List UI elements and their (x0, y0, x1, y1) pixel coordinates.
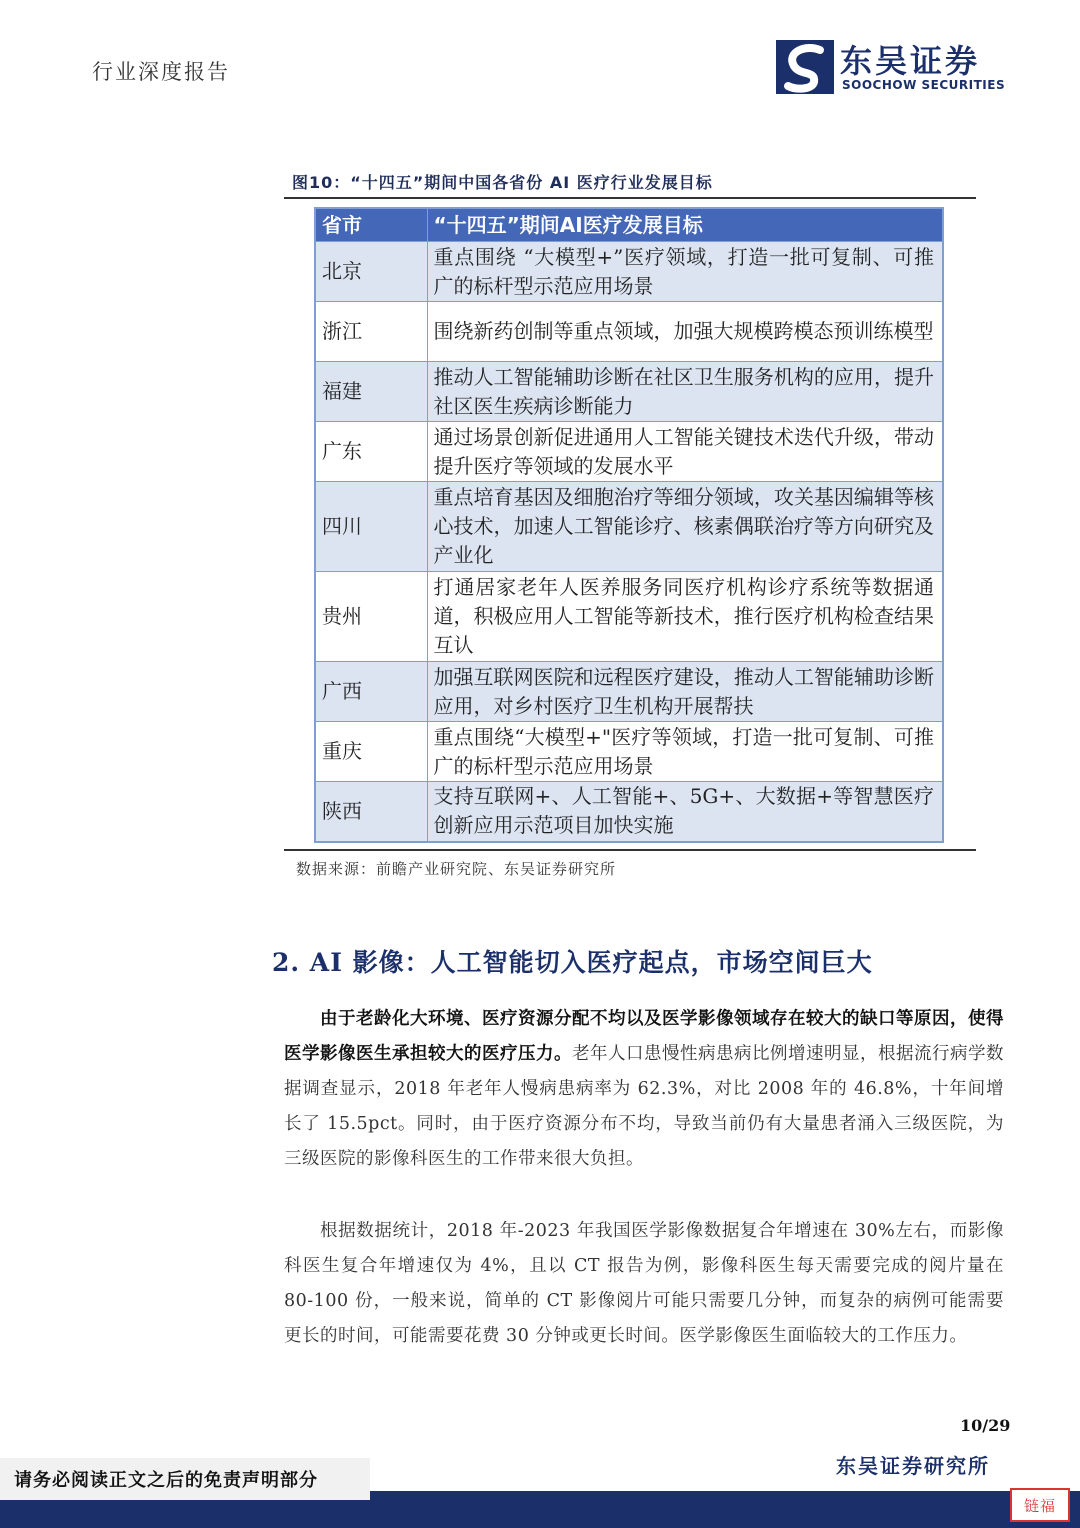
province-cell: 四川 (315, 482, 427, 572)
body-paragraph-2: 根据数据统计，2018 年-2023 年我国医学影像数据复合年增速在 30%左右，而影像科医生复合年增速仅为 4%，且以 CT 报告为例，影像科医生每天需要完成的阅片量在 80-100 份，一般来说，简单的 CT 影像阅片可能只需要几分钟，而复杂的病例可能需要更长的时间，可能需要花费 30 分钟或更长时间。医学影像医生面临较大的工作压力。 (284, 1221, 1004, 1346)
province-cell: 广东 (315, 422, 427, 482)
table-row (315, 572, 943, 662)
company-logo (776, 40, 1016, 98)
table-row (315, 422, 943, 482)
paragraph-lead-bold: 由于老龄化大环境、医疗资源分配不均以及医学影像领域存在较大的缺口等原因，使得医学影像医生承担较大的医疗压力。 (284, 1009, 1004, 1064)
table-row (315, 362, 943, 422)
goal-cell: 通过场景创新促进通用人工智能关键技术迭代升级，带动提升医疗等领域的发展水平 (427, 422, 943, 482)
figure-bottom-rule (284, 849, 976, 851)
table-row (315, 662, 943, 722)
section-heading: 2. AI 影像：人工智能切入医疗起点，市场空间巨大 (272, 948, 873, 977)
logo-chinese-name: 东吴证券 (840, 42, 981, 80)
table-row (315, 242, 943, 302)
watermark-stamp: 链福 (1010, 1488, 1070, 1522)
table-row (315, 722, 943, 782)
soochow-logo-icon (776, 40, 834, 94)
page-number: 10/29 (960, 1416, 1011, 1435)
column-header-province: 省市 (315, 208, 427, 242)
province-cell: 贵州 (315, 572, 427, 662)
province-goals-table (314, 207, 944, 843)
goal-cell: 围绕新药创制等重点领域，加强大规模跨模态预训练模型 (427, 302, 943, 362)
table-row (315, 782, 943, 842)
goal-cell: 支持互联网+、人工智能+、5G+、大数据+等智慧医疗创新应用示范项目加快实施 (427, 782, 943, 842)
goal-cell: 重点围绕 “大模型+”医疗领域，打造一批可复制、可推广的标杆型示范应用场景 (427, 242, 943, 302)
goal-cell: 重点围绕“大模型+"医疗等领域，打造一批可复制、可推广的标杆型示范应用场景 (427, 722, 943, 782)
province-cell: 福建 (315, 362, 427, 422)
province-cell: 浙江 (315, 302, 427, 362)
province-cell: 重庆 (315, 722, 427, 782)
table-row (315, 482, 943, 572)
goal-cell: 打通居家老年人医养服务同医疗机构诊疗系统等数据通道，积极应用人工智能等新技术，推行医疗机构检查结果互认 (427, 572, 943, 662)
province-cell: 广西 (315, 662, 427, 722)
paragraph-body-text: 老年人口患慢性病患病比例增速明显，根据流行病学数据调查显示，2018 年老年人慢病患病率为 62.3%，对比 2008 年的 46.8%，十年间增长了 15.5pct。同时，由于医疗资源分布不均，导致当前仍有大量患者涌入三级医院，为三级医院的影像科医生的工作带来很大负担。 (284, 1044, 1004, 1169)
figure-source-note: 数据来源：前瞻产业研究院、东吴证券研究所 (296, 860, 617, 878)
province-cell: 北京 (315, 242, 427, 302)
table-row (315, 302, 943, 362)
report-type-label: 行业深度报告 (92, 60, 230, 84)
goal-cell: 重点培育基因及细胞治疗等细分领域，攻关基因编辑等核心技术，加速人工智能诊疗、核素偶联治疗等方向研究及产业化 (427, 482, 943, 572)
body-paragraph-1 (284, 1002, 1004, 1177)
figure-top-rule (284, 197, 976, 199)
table-header-row (315, 208, 943, 242)
goal-cell: 加强互联网医院和远程医疗建设，推动人工智能辅助诊断应用，对乡村医疗卫生机构开展帮扶 (427, 662, 943, 722)
goal-cell: 推动人工智能辅助诊断在社区卫生服务机构的应用，提升社区医生疾病诊断能力 (427, 362, 943, 422)
province-cell: 陕西 (315, 782, 427, 842)
logo-english-name: SOOCHOW SECURITIES (842, 78, 1006, 92)
disclaimer-notice: 请务必阅读正文之后的免责声明部分 (14, 1470, 318, 1491)
footer-organization: 东吴证券研究所 (836, 1454, 990, 1478)
column-header-goal: “十四五”期间AI医疗发展目标 (427, 208, 943, 242)
figure-title: 图10：“十四五”期间中国各省份 AI 医疗行业发展目标 (292, 173, 713, 192)
